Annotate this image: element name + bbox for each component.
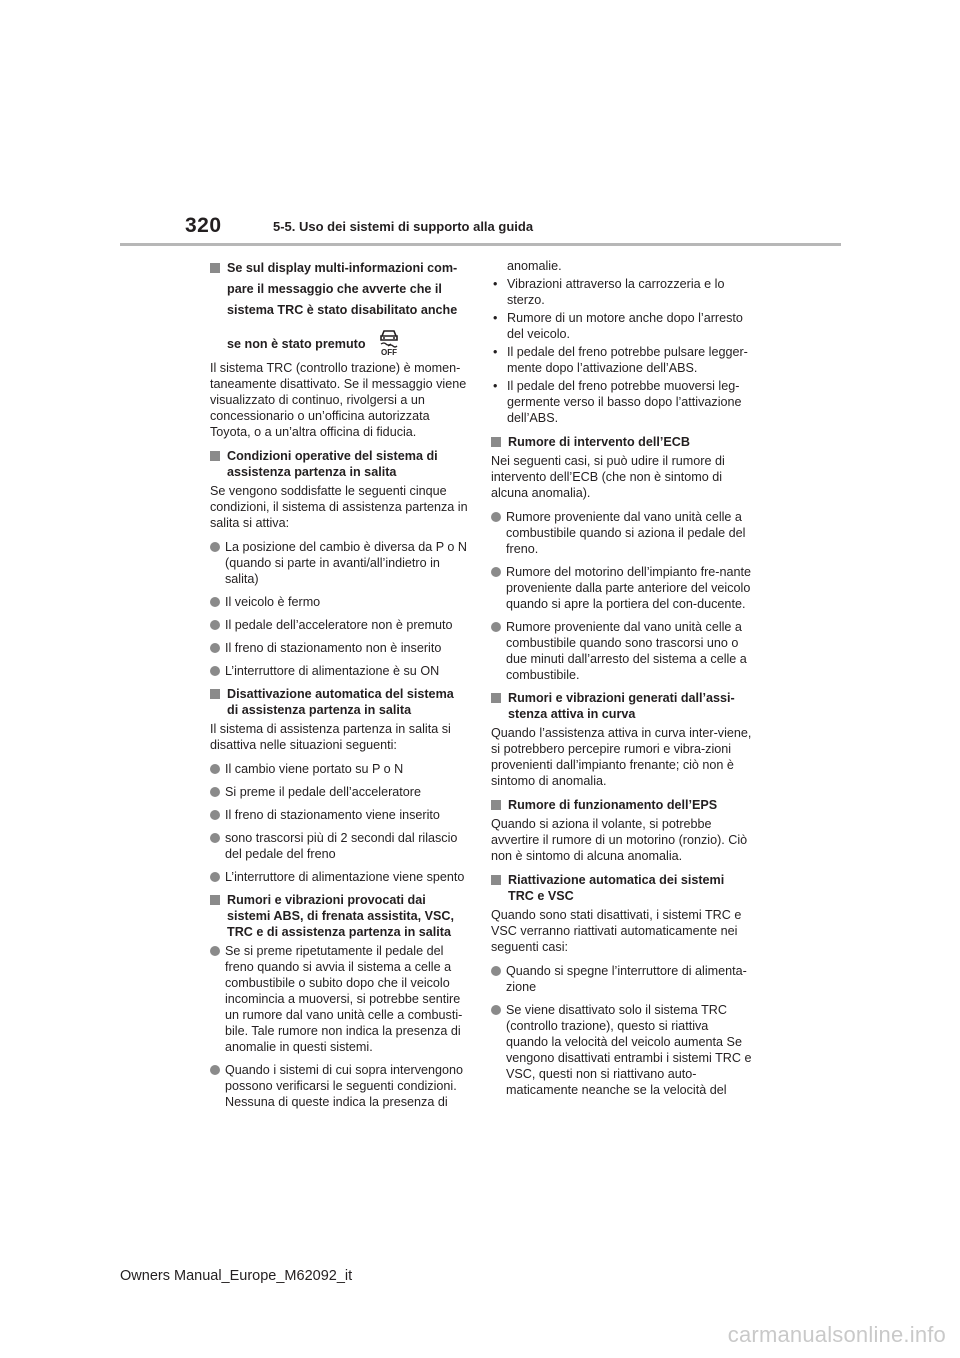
paragraph: Il sistema di assistenza partenza in salita si disattiva nelle situazioni seguenti: — [210, 722, 451, 752]
list-item: Il freno di stazionamento non è inserito — [210, 640, 468, 656]
list-item: • Vibrazioni attraverso la carrozzeria e lo sterzo. — [493, 277, 725, 307]
paragraph: Il sistema TRC (controllo trazione) è momen-taneamente disattivato. Se il messaggio viene visualizzato di continuo, rivolgersi a un concessionario o un’officina autorizzata Toyota, o a un’altra officina di fiducia. — [210, 361, 467, 439]
list-item: L’interruttore di alimentazione è su ON — [210, 663, 468, 679]
round-bullet-icon — [491, 512, 501, 522]
list-item: Il freno di stazionamento viene inserito — [210, 807, 468, 823]
list-item: Rumore proveniente dal vano unità celle a combustibile quando si aziona il pedale del freno. — [491, 509, 753, 557]
list-item: Se viene disattivato solo il sistema TRC (controllo trazione), questo si riattiva quando la velocità del veicolo aumenta Se vengono disattivati entrambi i sistemi TRC e VSC, questi non si riattivano auto-maticamente neanche se la velocità del — [491, 1002, 753, 1098]
round-bullet-icon — [210, 1065, 220, 1075]
heading-hill-start-conditions: Condizioni operative del sistema di assistenza partenza in salita — [210, 448, 468, 480]
right-column — [491, 258, 753, 1105]
list-item: L’interruttore di alimentazione viene spento — [210, 869, 468, 885]
list-item: Rumore del motorino dell’impianto fre-nante proveniente dalla parte anteriore del veicolo quando si apre la portiera del con-ducente. — [491, 564, 753, 612]
list-item: sono trascorsi più di 2 secondi dal rilascio del pedale del freno — [210, 830, 468, 862]
page-header — [0, 0, 960, 250]
watermark: carmanualsonline.info — [727, 1322, 946, 1347]
round-bullet-icon — [491, 1005, 501, 1015]
paragraph: Nei seguenti casi, si può udire il rumore di intervento dell’ECB (che non è sintomo di alcuna anomalia). — [491, 454, 725, 500]
list-item: • Il pedale del freno potrebbe pulsare legger-mente dopo l’attivazione dell’ABS. — [493, 345, 748, 375]
square-bullet-icon — [491, 800, 501, 810]
left-column — [210, 258, 468, 1117]
svg-text:OFF: OFF — [380, 348, 397, 357]
page-number: 320 — [185, 214, 222, 237]
continued-text: anomalie. — [507, 259, 562, 273]
round-bullet-icon — [210, 666, 220, 676]
list-item: La posizione del cambio è diversa da P o N (quando si parte in avanti/all’indietro in salita) — [210, 539, 468, 587]
trc-off-icon — [376, 327, 402, 357]
list-item: Il veicolo è fermo — [210, 594, 468, 610]
square-bullet-icon — [491, 437, 501, 447]
heading-ecb-noise: Rumore di intervento dell’ECB — [491, 434, 753, 450]
round-bullet-icon — [210, 872, 220, 882]
paragraph: Quando l’assistenza attiva in curva inter-viene, si potrebbero percepire rumori e vibra-zioni provenienti dall’impianto frenante; ciò non è sintomo di anomalia. — [491, 726, 752, 788]
list-item: Rumore proveniente dal vano unità celle a combustibile quando sono trascorsi uno o due minuti dall’arresto del sistema a celle a combustibile. — [491, 619, 753, 683]
square-bullet-icon — [491, 693, 501, 703]
footer-doc-name: Owners Manual_Europe_M62092_it — [120, 1268, 353, 1284]
round-bullet-icon — [491, 622, 501, 632]
list-item: • Rumore di un motore anche dopo l’arresto del veicolo. — [493, 311, 743, 341]
list-item: • Il pedale del freno potrebbe muoversi leg-germente verso il basso dopo l’attivazione dell’ABS. — [493, 379, 742, 425]
heading-trc-message: Se sul display multi-informazioni com- pare il messaggio che avverte che il sistema TRC è stato disabilitato anche se non è stato premuto OFF — [210, 258, 468, 357]
round-bullet-icon — [210, 643, 220, 653]
list-item: Il cambio viene portato su P o N — [210, 761, 468, 777]
list-item: Quando i sistemi di cui sopra intervengono possono verificarsi le seguenti condizioni. Nessuna di queste indica la presenza di — [210, 1062, 468, 1110]
square-bullet-icon — [491, 875, 501, 885]
round-bullet-icon — [210, 764, 220, 774]
square-bullet-icon — [210, 689, 220, 699]
square-bullet-icon — [210, 451, 220, 461]
round-bullet-icon — [491, 567, 501, 577]
list-item: Se si preme ripetutamente il pedale del freno quando si avvia il sistema a celle a combustibile o subito dopo che il veicolo incomincia a muoversi, si potrebbe sentire un rumore dal vano unità celle a combusti-bile. Tale rumore non indica la presenza di anomalie in questi sistemi. — [210, 943, 468, 1055]
square-bullet-icon — [210, 263, 220, 273]
heading-eps-noise: Rumore di funzionamento dell’EPS — [491, 797, 753, 813]
round-bullet-icon — [210, 620, 220, 630]
paragraph: Se vengono soddisfatte le seguenti cinque condizioni, il sistema di assistenza partenza in salita si attiva: — [210, 484, 468, 530]
square-bullet-icon — [210, 895, 220, 905]
list-item: Si preme il pedale dell’acceleratore — [210, 784, 468, 800]
paragraph: Quando sono stati disattivati, i sistemi TRC e VSC verranno riattivati automaticamente nei seguenti casi: — [491, 908, 742, 954]
heading-trc-vsc-reactivation: Riattivazione automatica dei sistemi TRC e VSC — [491, 872, 753, 904]
list-item: Quando si spegne l’interruttore di alimenta-zione — [491, 963, 753, 995]
heading-hill-start-deactivation: Disattivazione automatica del sistema di assistenza partenza in salita — [210, 686, 468, 718]
round-bullet-icon — [210, 597, 220, 607]
round-bullet-icon — [210, 946, 220, 956]
round-bullet-icon — [210, 833, 220, 843]
section-title: 5-5. Uso dei sistemi di supporto alla guida — [273, 219, 534, 234]
round-bullet-icon — [210, 810, 220, 820]
header-rule — [120, 243, 841, 246]
round-bullet-icon — [491, 966, 501, 976]
paragraph: Quando si aziona il volante, si potrebbe avvertire il rumore di un motorino (ronzio). Ciò non è sintomo di alcuna anomalia. — [491, 817, 748, 863]
heading-cornering-noise: Rumori e vibrazioni generati dall’assi-stenza attiva in curva — [491, 690, 753, 722]
round-bullet-icon — [210, 542, 220, 552]
heading-abs-noise: Rumori e vibrazioni provocati dai sistemi ABS, di frenata assistita, VSC, TRC e di assistenza partenza in salita — [210, 892, 468, 940]
round-bullet-icon — [210, 787, 220, 797]
list-item: Il pedale dell’acceleratore non è premuto — [210, 617, 468, 633]
